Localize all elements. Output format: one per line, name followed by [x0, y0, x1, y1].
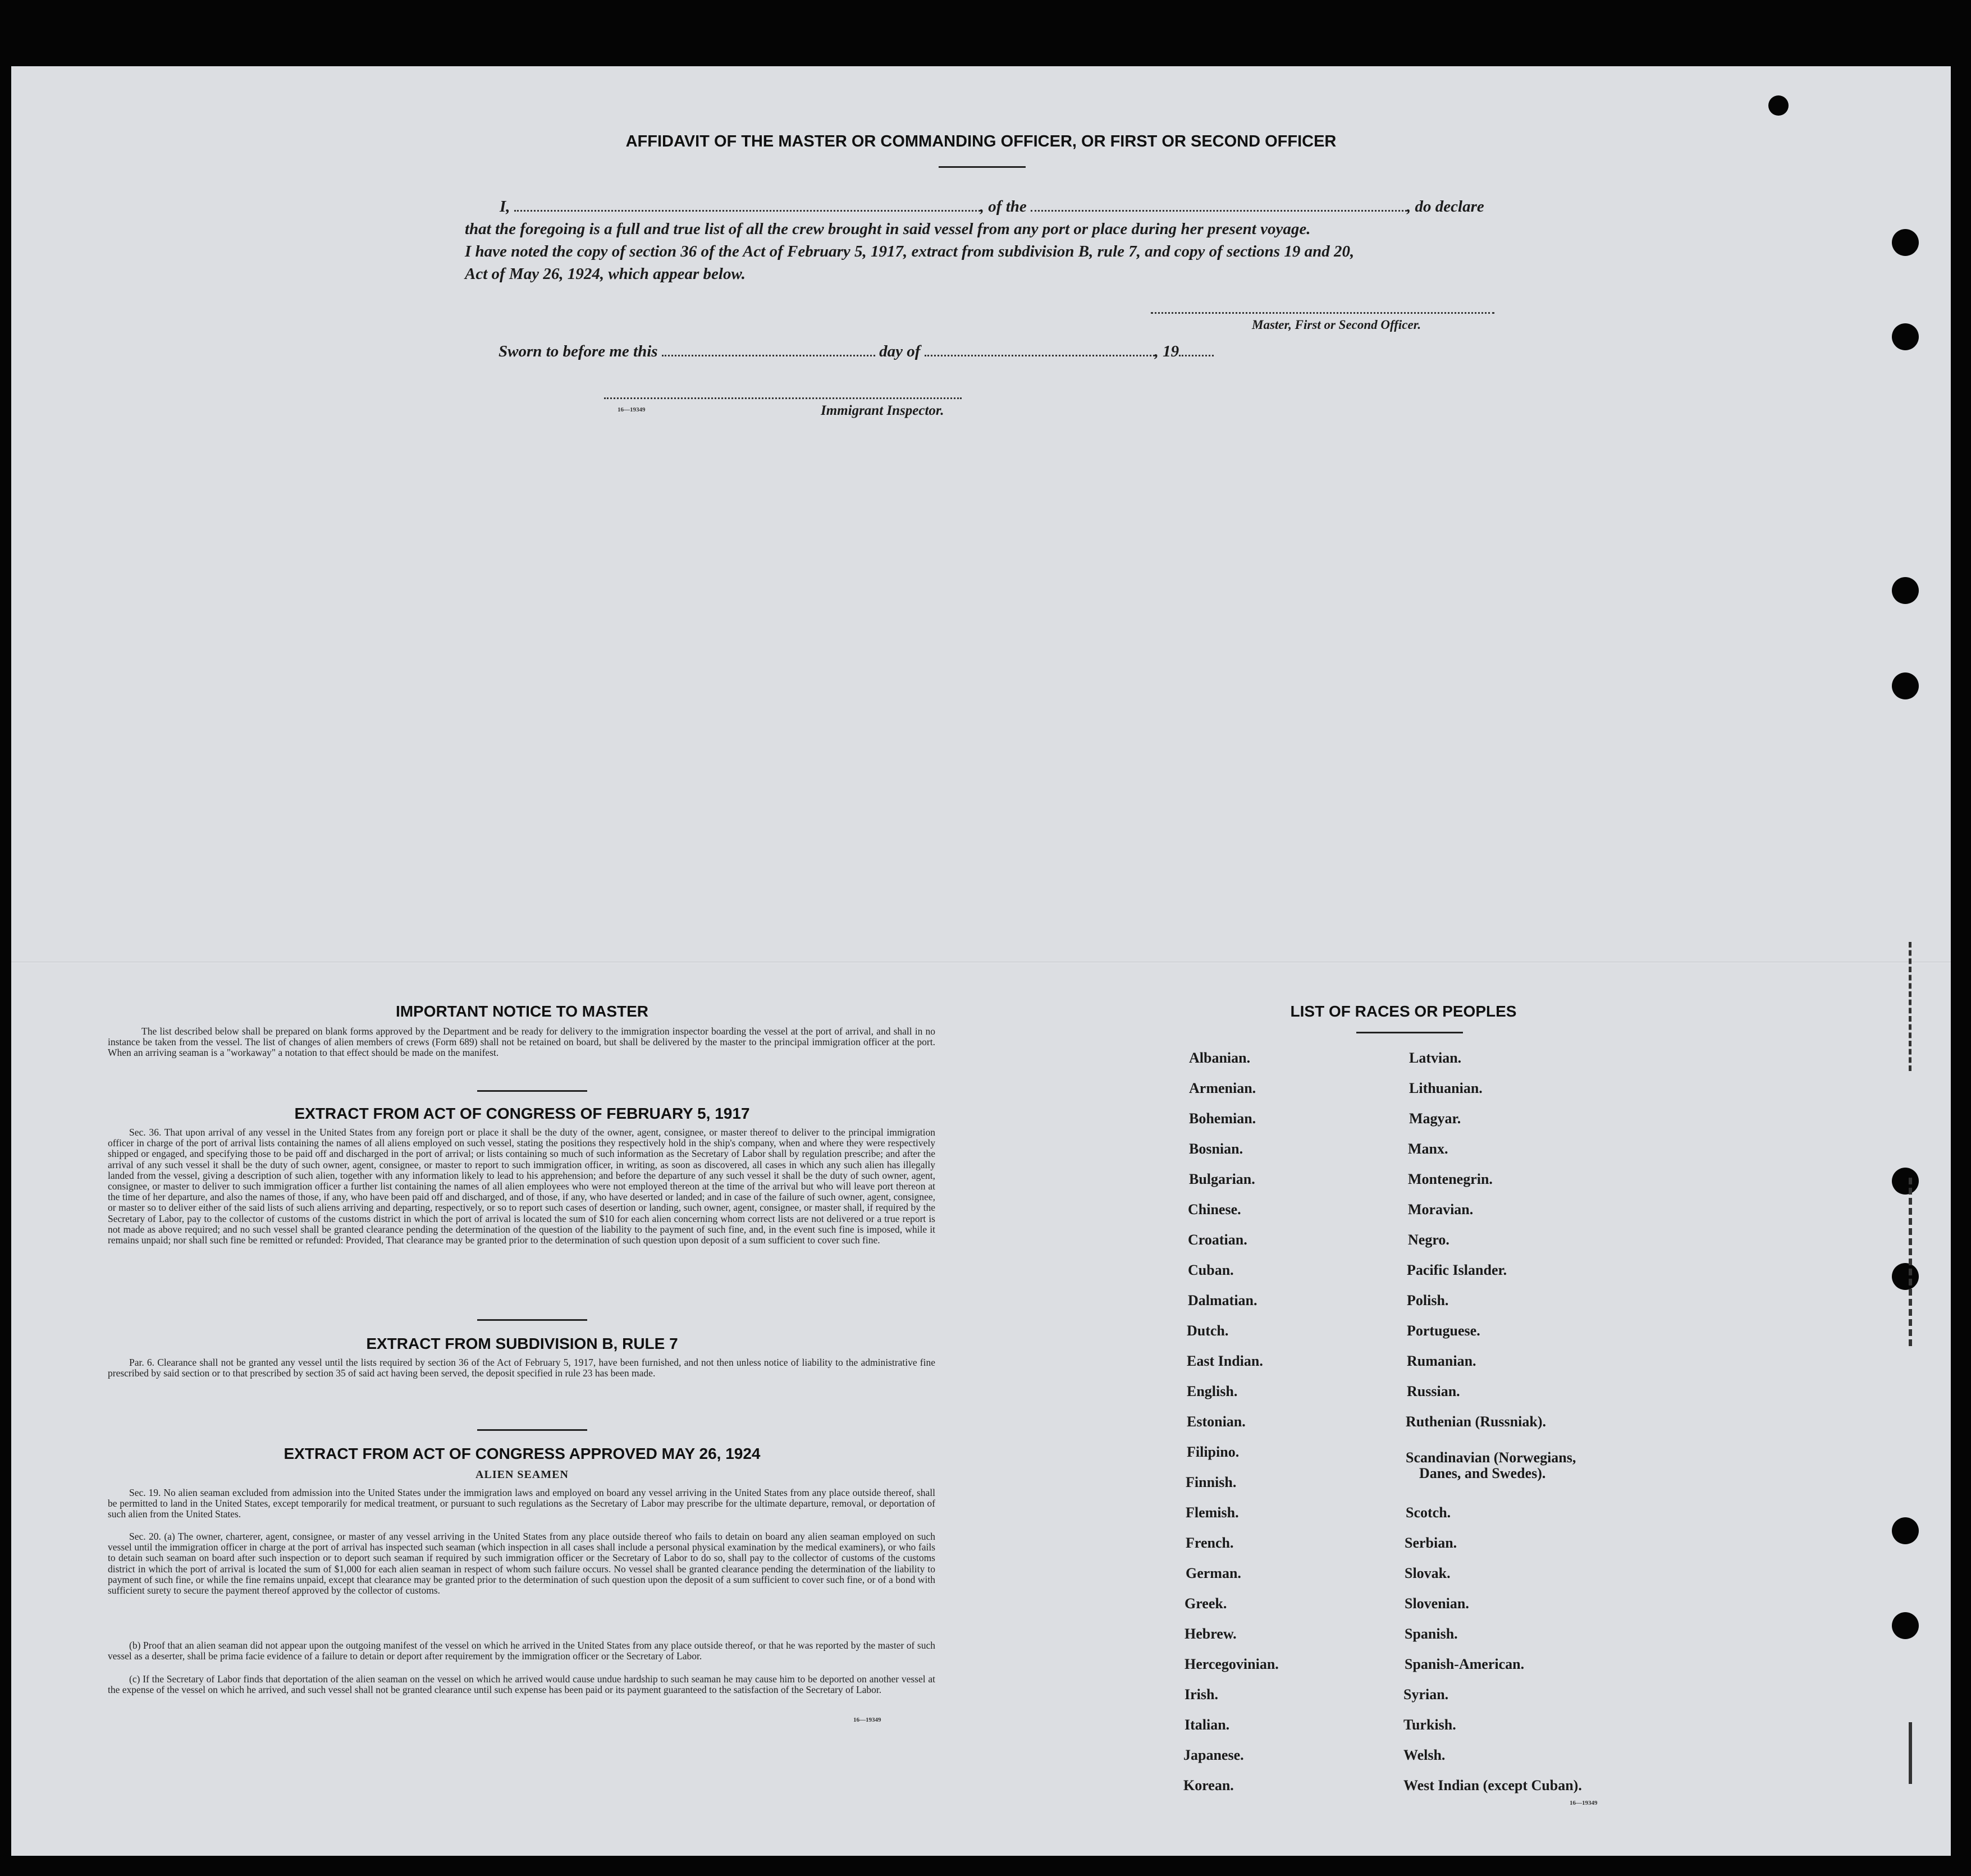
race-left: English. — [1187, 1383, 1238, 1399]
notice-divider — [477, 1090, 587, 1092]
extract-1924-title: EXTRACT FROM ACT OF CONGRESS APPROVED MAY 26, 1924 — [283, 1445, 761, 1462]
extract-1924-sec20b: (b) Proof that an alien seaman did not appear upon the outgoing manifest of the vessel on which he arrived in the United States from any place outside thereof, or that he was reported by the master of such vessel as a deserter, shall be prima facie evidence of a failure to detain or deport after requirement by the immigration officer or the Secretary of Labor. — [108, 1640, 935, 1662]
vessel-name-blank — [1031, 210, 1407, 212]
year-label: , 19 — [1154, 342, 1179, 360]
race-left: German. — [1186, 1565, 1241, 1581]
binder-hole — [1892, 229, 1919, 256]
document-page — [11, 66, 1951, 1856]
binder-hole — [1768, 95, 1789, 116]
binder-hole — [1892, 672, 1919, 699]
affidavit-title: AFFIDAVIT OF THE MASTER OR COMMANDING OFFICER, OR FIRST OR SECOND OFFICER — [625, 132, 1337, 150]
race-right: Moravian. — [1408, 1201, 1474, 1218]
fold-line — [11, 962, 1951, 963]
extract-1924-sec20a: Sec. 20. (a) The owner, charterer, agent, consignee, or master of any vessel arriving in the United States from any place outside thereof who fails to detain on board any alien seaman employed on such vessel until the immigration officer in charge at the port of arrival has inspected such seaman (which inspection in all cases shall include a personal physical examination by the medical examiners), or who fails to detain such seaman on board after such inspection or to deport such seaman if required by such immigration officer or the Secretary of Labor to do so, shall pay to the collector of customs of the customs district in which the port of arrival is located the sum of $1,000 for each alien seaman in respect of whom such failure occurs. No vessel shall be granted clearance pending the determination of the liability to payment of such fine, or while the fine remains unpaid, except that clearance may be granted prior to the determination of such question upon the deposit of a sum sufficient to cover such fine, or of a bond with sufficient surety to secure the payment thereof approved by the collector of customs. — [108, 1531, 935, 1596]
race-right: West Indian (except Cuban). — [1403, 1777, 1582, 1793]
rule7-divider — [477, 1429, 587, 1431]
race-right: Turkish. — [1403, 1717, 1456, 1733]
vessel-label: , of the — [980, 198, 1027, 216]
rule7-title: EXTRACT FROM SUBDIVISION B, RULE 7 — [366, 1335, 678, 1352]
race-left: Dutch. — [1187, 1323, 1229, 1339]
race-left: Bulgarian. — [1189, 1171, 1255, 1187]
race-left: Estonian. — [1187, 1413, 1246, 1430]
race-right: Scandinavian (Norwegians, — [1406, 1449, 1576, 1466]
race-right: Lithuanian. — [1409, 1080, 1483, 1096]
race-left: French. — [1186, 1535, 1234, 1551]
sworn-day-blank — [662, 355, 875, 356]
race-right: Ruthenian (Russniak). — [1406, 1413, 1546, 1430]
declarant-label: I, — [500, 198, 510, 216]
race-right: Portuguese. — [1407, 1323, 1480, 1339]
extract-1917-text: Sec. 36. That upon arrival of any vessel in the United States from any foreign port or place it shall be the duty of the owner, agent, consignee, or master thereof to deliver to the principal immigration officer in charge of the port of arrival lists containing the names of all aliens employed on such vessel, stating the positions they respectively hold in the ship's company, when and where they were respectively shipped or engaged, and specifying those to be paid off and discharged in the port of arrival; or lists containing so much of such information as the Secretary of Labor shall by regulation prescribe; and after the arrival of any such vessel it shall be the duty of such owner, agent, consignee, or master to report to such immigration officer, in writing, as soon as discovered, all cases in which any such alien has illegally landed from the vessel, giving a description of such alien, together with any information likely to lead to his apprehension; and before the departure of any such vessel it shall be the duty of such owner, agent, consignee, or master to deliver to such immigration officer a further list containing the names of all alien employees who were not employed thereon at the time of the arrival but who will leave port thereon at the time of her departure, and also the names of those, if any, who have been paid off and discharged, and of those, if any, who have deserted or landed; and in case of the failure of such owner, agent, consignee, or master so to deliver either of the said lists of such aliens arriving and departing, respectively, or so to report such cases of desertion or landing, such owner, agent, consignee, or master shall, if required by the Secretary of Labor, pay to the collector of customs of the customs district in which the port of arrival is located the sum of $10 for each alien concerning whom correct lists are not delivered or a true report is not made as above required; and no such vessel shall be granted clearance pending the determination of the question of the liability to the payment of such fine, and, in the event such fine is imposed, while it remains unpaid; nor shall such fine be remitted or refunded: Provided, That clearance may be granted prior to the determination of such question upon deposit of a sum sufficient to cover such fine. — [108, 1127, 935, 1246]
inspector-label: Immigrant Inspector. — [821, 403, 944, 418]
declaration-line-2: that the foregoing is a full and true list of all the crew brought in said vessel from any port or place during her present voyage. — [465, 220, 1311, 238]
race-left: Hebrew. — [1185, 1626, 1237, 1642]
race-left: Flemish. — [1186, 1504, 1239, 1521]
race-left: Bohemian. — [1189, 1110, 1256, 1127]
declare-label: , do declare — [1407, 198, 1484, 216]
race-right: Negro. — [1408, 1232, 1449, 1248]
race-right: Manx. — [1408, 1141, 1448, 1157]
extract-form-number: 16—19349 — [853, 1717, 881, 1723]
binder-hole — [1892, 1612, 1919, 1639]
extract-1924-sec19: Sec. 19. No alien seaman excluded from admission into the United States under the immigration laws and employed on board any vessel arriving in the United States from any place outside thereof, shall be permitted to land in the United States, except temporarily for medical treatment, or pursuant to such regulations as the Secretary of Labor may prescribe for the ultimate departure, removal, or deportation of such alien from the United States. — [108, 1487, 935, 1520]
race-right: Scotch. — [1406, 1504, 1451, 1521]
declaration-line-3: I have noted the copy of section 36 of the Act of February 5, 1917, extract from subdivision B, rule 7, and copy of sections 19 and 20, — [465, 242, 1355, 260]
race-left: Japanese. — [1183, 1747, 1244, 1763]
race-left: East Indian. — [1187, 1353, 1263, 1369]
sworn-label: Sworn to before me this — [499, 342, 658, 360]
binder-hole — [1892, 1517, 1919, 1544]
race-right: Montenegrin. — [1408, 1171, 1493, 1187]
race-left: Croatian. — [1188, 1232, 1247, 1248]
sworn-line — [499, 342, 1214, 361]
rule7-text: Par. 6. Clearance shall not be granted any vessel until the lists required by section 36 of the Act of February 5, 1917, have been furnished, and not then unless notice of liability to the administrative fine prescribed by said section or to that prescribed by section 35 of said act having been served, the deposit specified in rule 23 has been made. — [108, 1357, 935, 1379]
extract-1924-subtitle: ALIEN SEAMEN — [475, 1468, 569, 1481]
race-right: Danes, and Swedes). — [1419, 1465, 1546, 1481]
race-left: Irish. — [1185, 1686, 1218, 1703]
binder-hole — [1892, 577, 1919, 604]
race-right: Welsh. — [1403, 1747, 1446, 1763]
inspector-line — [604, 397, 962, 399]
race-left: Armenian. — [1189, 1080, 1256, 1096]
race-left: Filipino. — [1187, 1444, 1240, 1460]
binder-hole — [1892, 323, 1919, 350]
race-right: Pacific Islander. — [1407, 1262, 1507, 1278]
race-right: Syrian. — [1403, 1686, 1449, 1703]
races-title: LIST OF RACES OR PEOPLES — [1290, 1003, 1517, 1020]
race-left: Finnish. — [1186, 1474, 1237, 1490]
margin-handwriting — [1909, 1178, 1919, 1346]
race-left: Cuban. — [1188, 1262, 1234, 1278]
sworn-month-blank — [925, 355, 1155, 356]
notice-text: The list described below shall be prepared on blank forms approved by the Department and be ready for delivery to the immigration inspector boarding the vessel at the port of arrival, and shall in no instance be taken from the vessel. The list of changes of alien members of crews (Form 689) shall not be retained on board, but shall be delivered by the master to the principal immigration officer at the port. When an arriving seaman is a "workaway" a notation to that effect should be made on the manifest. — [108, 1026, 935, 1059]
race-left: Chinese. — [1188, 1201, 1241, 1218]
race-right: Serbian. — [1405, 1535, 1457, 1551]
extract-1924-sec20c: (c) If the Secretary of Labor finds that deportation of the alien seaman on the vessel on which he arrived would cause undue hardship to such seaman he may cause him to be deported on another vessel at the expense of the vessel on which he arrived, and such vessel shall not be granted clearance until such expense has been paid or its payment guaranteed to the satisfaction of the Secretary of Labor. — [108, 1673, 935, 1696]
day-of-label: day of — [879, 342, 921, 360]
race-right: Russian. — [1407, 1383, 1460, 1399]
declaration-line-1 — [500, 198, 1484, 216]
race-left: Italian. — [1185, 1717, 1230, 1733]
race-right: Latvian. — [1409, 1050, 1462, 1066]
notice-title: IMPORTANT NOTICE TO MASTER — [395, 1003, 649, 1020]
race-right: Spanish-American. — [1405, 1656, 1525, 1672]
affidavit-title-rule — [939, 166, 1026, 168]
race-right: Slovenian. — [1405, 1595, 1469, 1612]
race-left: Dalmatian. — [1188, 1292, 1257, 1308]
races-title-rule — [1356, 1032, 1463, 1033]
race-left: Korean. — [1183, 1777, 1234, 1793]
margin-handwriting — [1909, 942, 1917, 1071]
extract-1917-title: EXTRACT FROM ACT OF CONGRESS OF FEBRUARY 5, 1917 — [294, 1105, 750, 1122]
affidavit-form-number: 16—19349 — [618, 406, 646, 413]
race-left: Hercegovinian. — [1185, 1656, 1279, 1672]
race-left: Albanian. — [1189, 1050, 1251, 1066]
race-right: Magyar. — [1409, 1110, 1461, 1127]
sworn-year-blank — [1179, 355, 1214, 356]
signature-label: Master, First or Second Officer. — [1252, 318, 1421, 332]
declarant-name-blank — [514, 210, 980, 212]
race-right: Slovak. — [1405, 1565, 1451, 1581]
margin-handwriting — [1909, 1722, 1920, 1784]
race-left: Greek. — [1185, 1595, 1227, 1612]
extract-1917-divider — [477, 1319, 587, 1321]
declaration-line-4: Act of May 26, 1924, which appear below. — [465, 265, 746, 283]
race-right: Rumanian. — [1407, 1353, 1476, 1369]
race-right: Spanish. — [1405, 1626, 1458, 1642]
race-left: Bosnian. — [1189, 1141, 1243, 1157]
races-form-number: 16—19349 — [1570, 1800, 1598, 1806]
signature-line — [1151, 312, 1494, 314]
race-right: Polish. — [1407, 1292, 1449, 1308]
